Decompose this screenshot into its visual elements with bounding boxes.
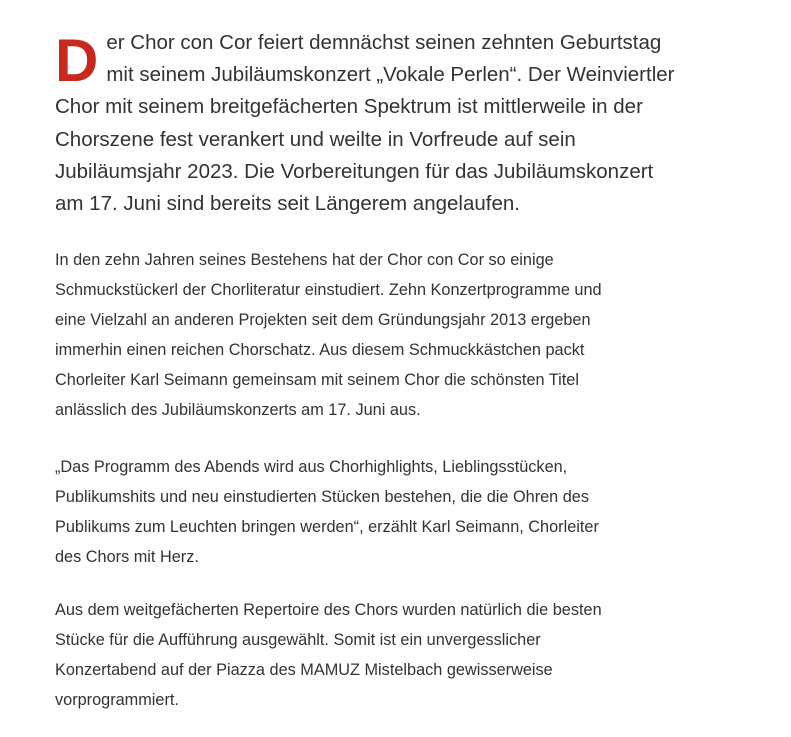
lead-line: mit seinem Jubiläumskonzert „Vokale Perlen“. Der Weinviertler <box>106 63 675 87</box>
lead-line: Chorszene fest verankert und weilte in Vorfreude auf sein <box>55 127 576 151</box>
paragraph-line: eine Vielzahl an anderen Projekten seit dem Gründungsjahr 2013 ergeben <box>55 311 591 329</box>
lead-line: Chor mit seinem breitgefächerten Spektrum ist mittlerweile in der <box>55 95 643 119</box>
lead-line: am 17. Juni sind bereits seit Längerem angelaufen. <box>55 192 520 216</box>
paragraph-line: „Das Programm des Abends wird aus Chorhighlights, Lieblingsstücken, <box>55 458 568 476</box>
paragraph-line: In den zehn Jahren seines Bestehens hat der Chor con Cor so einige <box>55 251 554 269</box>
body-paragraph-1 <box>55 245 745 425</box>
body-paragraph-2-quote <box>55 452 745 572</box>
drop-cap: D <box>55 27 99 94</box>
paragraph-line: Chorleiter Karl Seimann gemeinsam mit seinem Chor die schönsten Titel <box>55 371 579 389</box>
paragraph-line: immerhin einen reichen Chorschatz. Aus diesem Schmuckkästchen packt <box>55 341 585 359</box>
paragraph-line: Aus dem weitgefächerten Repertoire des Chors wurden natürlich die besten <box>55 601 602 619</box>
body-paragraph-3 <box>55 595 745 715</box>
paragraph-line: Publikumshits und neu einstudierten Stücken bestehen, die die Ohren des <box>55 488 590 506</box>
paragraph-line: Stücke für die Aufführung ausgewählt. Somit ist ein unvergesslicher <box>55 631 541 649</box>
paragraph-line: Publikums zum Leuchten bringen werden“, erzählt Karl Seimann, Chorleiter <box>55 518 599 536</box>
paragraph-line: Schmuckstückerl der Chorliteratur einstudiert. Zehn Konzertprogramme und <box>55 281 602 299</box>
paragraph-line: anlässlich des Jubiläumskonzerts am 17. Juni aus. <box>55 401 421 419</box>
paragraph-line: des Chors mit Herz. <box>55 548 199 566</box>
lead-line: er Chor con Cor feiert demnächst seinen zehnten Geburtstag <box>106 31 662 54</box>
lead-paragraph <box>55 27 745 220</box>
lead-line: Jubiläumsjahr 2023. Die Vorbereitungen für das Jubiläumskonzert <box>55 159 654 183</box>
paragraph-line: Konzertabend auf der Piazza des MAMUZ Mistelbach gewisserweise <box>55 661 553 679</box>
paragraph-line: vorprogrammiert. <box>55 691 179 709</box>
